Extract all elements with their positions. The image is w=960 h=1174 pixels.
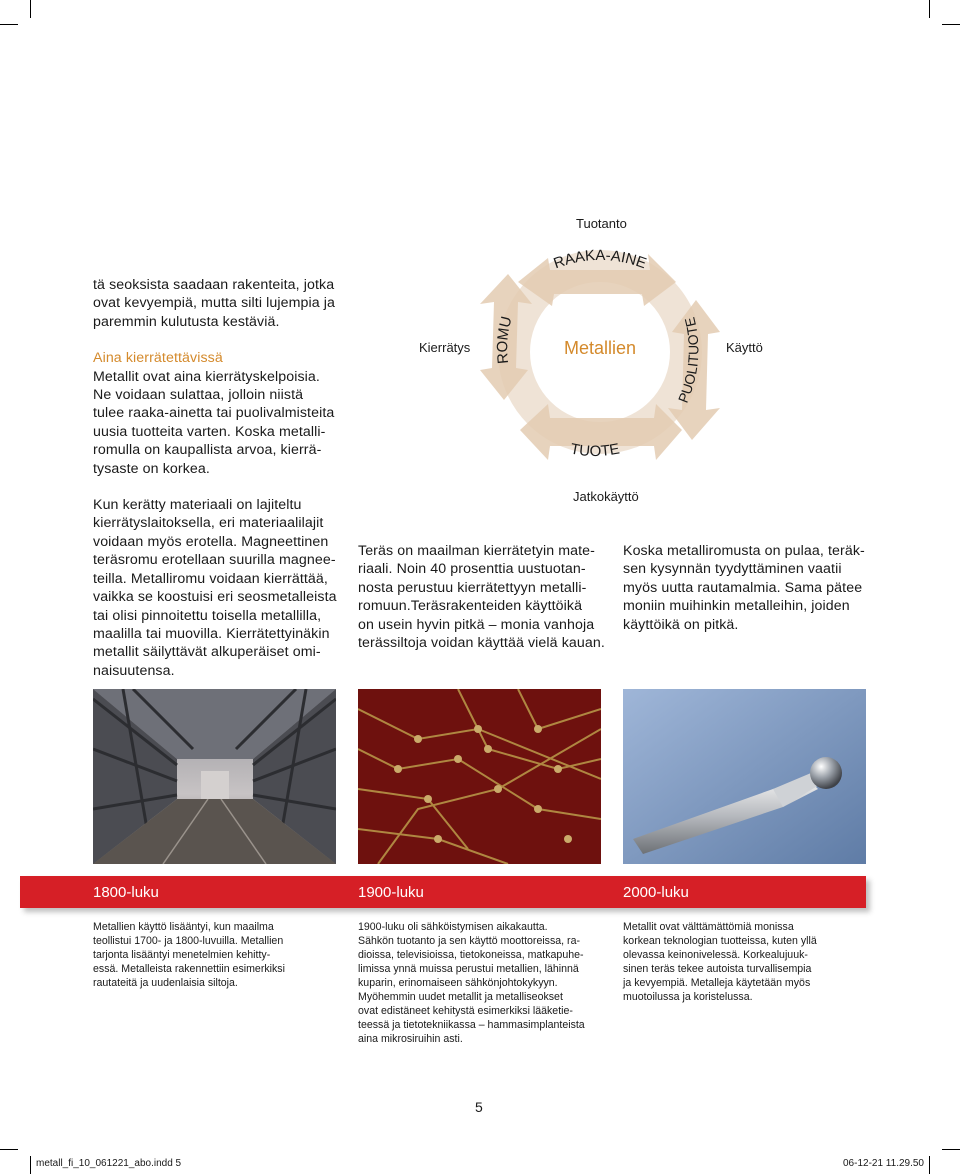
arc-label-tuote: TUOTE [569,440,621,461]
timeline-text-1900: 1900-luku oli sähköistymisen aikakautta. Sähkön tuotanto ja sen käyttö moottoreissa, ra- dioissa, televisioissa, tietokoneissa, matkapuhe- limissa ynnä muissa perustui metallien, lähinnä kuparin, erinomaiseen sähkönjohtokykyyn. Myöhemmin uudet metallit ja metalliseokset ovat edistäneet kehitystä esimerkiksi lääketie- teessä ja tietotekniikassa – hammasimplanteista aina mikrosiruihin asti. [358,921,585,1045]
bridge-photo [93,689,336,864]
col2-text: Teräs on maailman kierrätetyin mate- riaali. Noin 40 prosenttia uustuotan- nosta perustuu kierrätettyyn metalli- romuun.Teräsrakenteiden käyttöikä on usein hyvin pitkä – monia vanhoja terässiltoja voidan käyttää vielä kauan. [358,543,605,652]
col1-text [93,276,353,680]
footer-timestamp: 06-12-21 11.29.50 [843,1158,924,1169]
diagram-top-label: Tuotanto [576,216,627,231]
crop-mark [30,0,31,18]
crop-mark [0,1149,18,1150]
col1-para1: Metallit ovat aina kierrätyskelpoisia. Ne voidaan sulattaa, jolloin niistä tulee raaka-ainetta tai puolivalmisteita uusia tuotteita varten. Koska metalli- romulla on kaupallista arvoa, kierrä- tysaste on korkea. [93,368,335,477]
era-2000: 2000-luku [623,884,689,901]
crop-mark [30,1156,31,1174]
crop-mark [929,0,930,18]
era-1800: 1800-luku [93,884,159,901]
col1-intro: tä seoksista saadaan rakenteita, jotka ovat kevyempiä, mutta silti lujempia ja paremmin kulutusta kestäviä. [93,277,336,330]
arc-label-raaka-aine: RAAKA-AINE [551,246,649,273]
crop-mark [942,1149,960,1150]
col3-text: Koska metalliromusta on pulaa, teräk- sen kysynnän tyydyttäminen vaatii myös uutta rautamalmia. Sama pätee moniin muihinkin metalleihin, joiden käyttöikä on pitkä. [623,543,865,633]
era-1900: 1900-luku [358,884,424,901]
crop-mark [929,1156,930,1174]
arc-label-romu: ROMU [494,314,516,365]
hip-implant-photo [623,689,866,864]
crop-mark [942,24,960,25]
diagram-bottom-label: Jatkokäyttö [573,489,639,504]
arc-label-puolituote: PUOLITUOTE [674,315,702,406]
diagram-center-label: Metallien [563,338,637,358]
crop-mark [0,24,18,25]
circuit-board-photo [358,689,601,864]
page-number: 5 [475,1099,483,1115]
diagram-right-label: Käyttö [726,340,763,355]
timeline-text-1800: Metallien käyttö lisääntyi, kun maailma teollistui 1700- ja 1800-luvuilla. Metallien tarjonta lisääntyi menetelmien kehitty- essä. Metalleista rakennettiin esimerkiksi rautateitä ja uudenlaisia siltoja. [93,921,285,989]
col1-para2: Kun kerätty materiaali on lajiteltu kierrätyslaitoksella, eri materiaalilajit voidaan myös erotella. Magneettinen teräsromu erotellaan suurilla magnee- teilla. Metalliromu voidaan kierrättää, vaikka se koostuisi eri seosmetalleista tai olisi pinnoitettu toisella metallilla, maalilla tai muovilla. Kierrätettyinäkin metallit säilyttävät alkuperäiset omi- naisuutensa. [93,497,337,679]
timeline-text-2000: Metallit ovat välttämättömiä monissa korkean teknologian tuotteissa, kuten yllä olevassa keinonivelessä. Korkealujuuk- sinen teräs tekee autoista turvallisempia ja kevyempiä. Metalleja käytetään myös muotoilussa ja koristelussa. [623,921,817,1003]
diagram-left-label: Kierrätys [419,340,471,355]
footer-filename: metall_fi_10_061221_abo.indd 5 [36,1158,182,1169]
section-heading: Aina kierrätettävissä [93,350,223,367]
